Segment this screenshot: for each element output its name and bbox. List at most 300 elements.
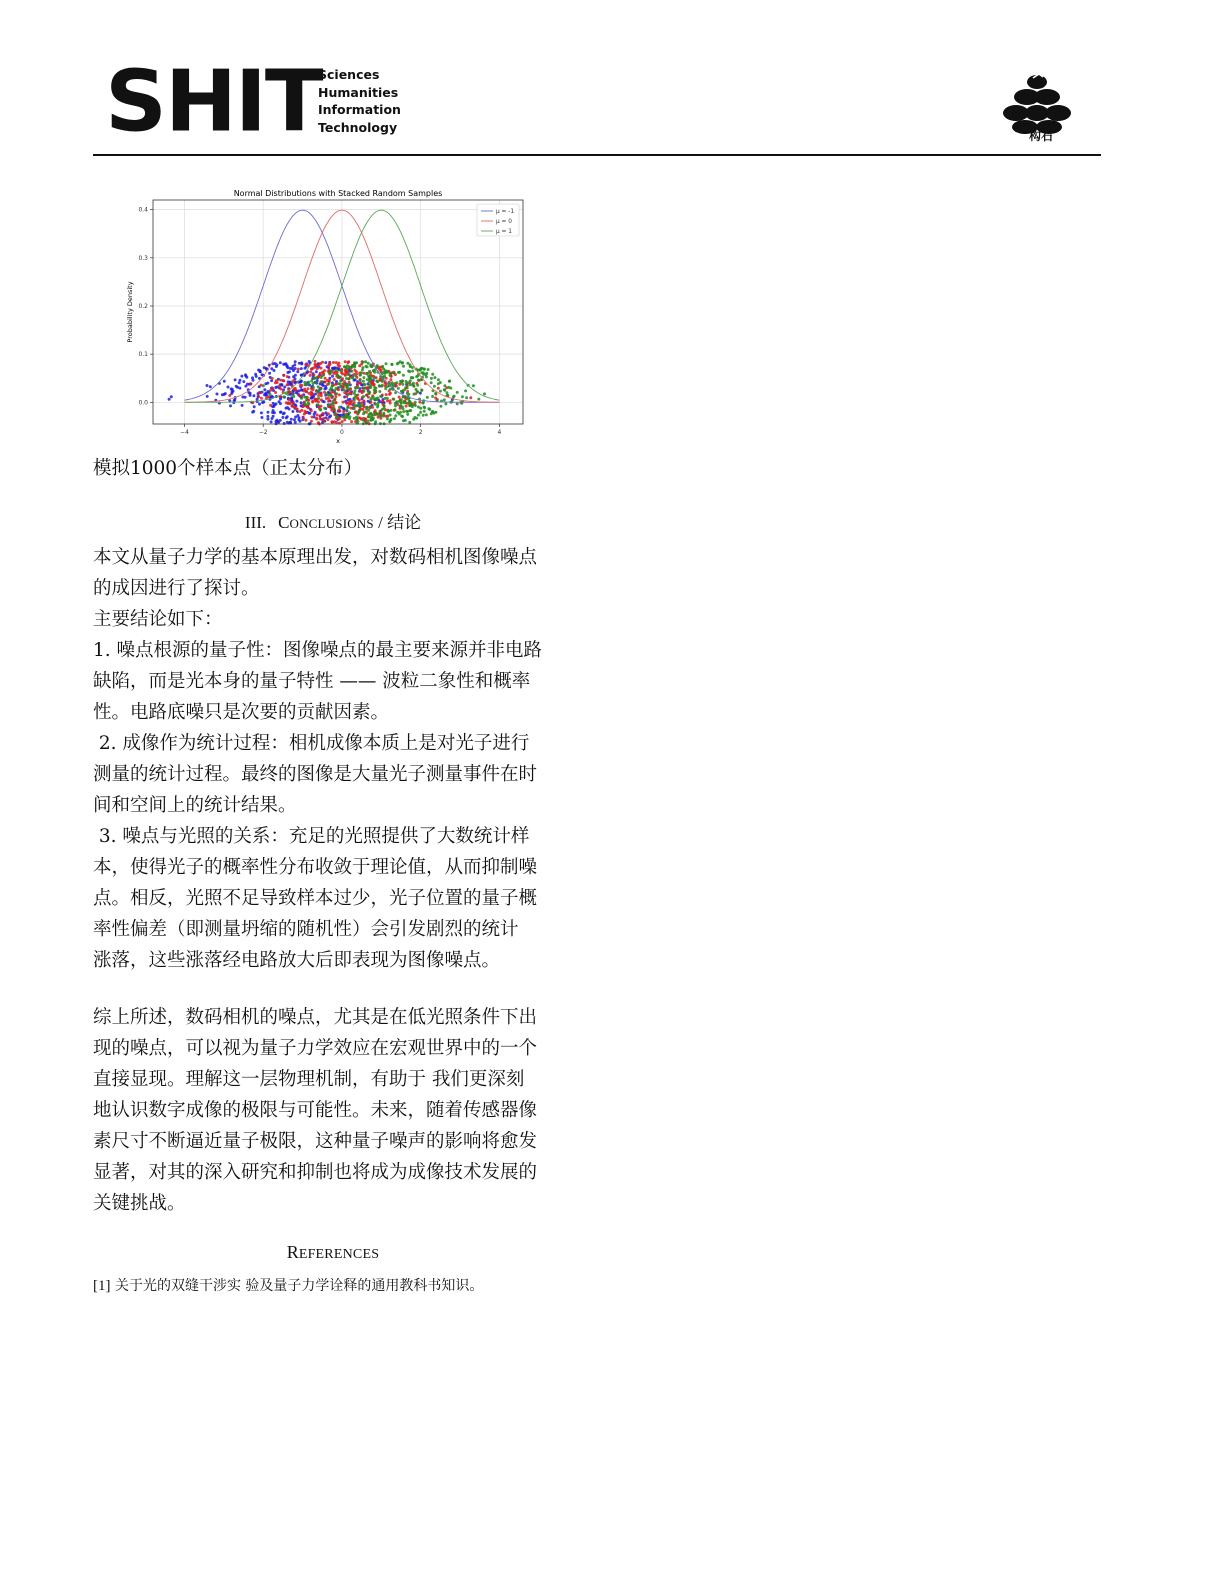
scatter-point — [286, 366, 289, 369]
logo-line-technology: Technology — [318, 119, 398, 135]
scatter-point — [376, 397, 379, 400]
scatter-point — [363, 387, 366, 390]
scatter-point — [362, 412, 365, 415]
scatter-point — [343, 380, 346, 383]
scatter-point — [294, 421, 297, 424]
scatter-point — [374, 403, 377, 406]
scatter-point — [422, 414, 425, 417]
scatter-point — [363, 372, 366, 375]
scatter-point — [323, 407, 326, 410]
scatter-point — [292, 395, 295, 398]
scatter-point — [303, 410, 306, 413]
scatter-point — [345, 377, 348, 380]
scatter-point — [271, 377, 274, 380]
scatter-point — [325, 392, 328, 395]
scatter-point — [318, 363, 321, 366]
scatter-point — [378, 415, 381, 418]
scatter-point — [354, 374, 357, 377]
scatter-point — [231, 390, 234, 393]
scatter-point — [327, 418, 330, 421]
scatter-point — [238, 381, 241, 384]
scatter-point — [289, 421, 292, 424]
scatter-point — [343, 418, 346, 421]
scatter-point — [341, 420, 344, 423]
logo-line-sciences: Sciences — [318, 67, 380, 82]
chart-legend — [477, 204, 519, 236]
scatter-point — [322, 374, 325, 377]
scatter-point — [330, 386, 333, 389]
scatter-point — [353, 396, 356, 399]
scatter-point — [359, 382, 362, 385]
scatter-point — [304, 363, 307, 366]
scatter-point — [371, 381, 374, 384]
scatter-point — [350, 420, 353, 423]
scatter-point — [385, 362, 388, 365]
scatter-point — [341, 415, 344, 418]
page-header — [93, 53, 1101, 156]
scatter-point — [254, 373, 257, 376]
scatter-point — [310, 420, 313, 423]
scatter-point — [310, 409, 313, 412]
scatter-point — [234, 378, 237, 381]
scatter-point — [345, 386, 348, 389]
scatter-point — [335, 369, 338, 372]
scatter-point — [382, 412, 385, 415]
scatter-point — [230, 388, 233, 391]
scatter-point — [323, 417, 326, 420]
scatter-point — [411, 376, 414, 379]
scatter-point — [320, 367, 323, 370]
scatter-point — [270, 420, 273, 423]
scatter-point — [347, 383, 350, 386]
scatter-point — [290, 418, 293, 421]
scatter-point — [358, 399, 361, 402]
scatter-point — [266, 418, 269, 421]
scatter-point — [286, 421, 289, 424]
scatter-point — [307, 402, 310, 405]
scatter-point — [397, 387, 400, 390]
scatter-point — [335, 392, 338, 395]
scatter-point — [389, 414, 392, 417]
paragraph-2-line: 显著，对其的深入研究和抑制也将成为成像技术发展的 — [93, 1162, 538, 1183]
scatter-point — [298, 416, 301, 419]
scatter-point — [361, 408, 364, 411]
scatter-point — [379, 395, 382, 398]
scatter-point — [252, 410, 255, 413]
scatter-point — [336, 415, 339, 418]
scatter-point — [279, 402, 282, 405]
scatter-point — [433, 376, 436, 379]
scatter-point — [312, 382, 315, 385]
scatter-point — [260, 397, 263, 400]
scatter-point — [304, 402, 307, 405]
scatter-point — [282, 374, 285, 377]
scatter-point — [288, 408, 291, 411]
scatter-point — [434, 392, 437, 395]
paragraph-2-line: 地认识数字成像的极限与可能性。未来，随着传感器像 — [93, 1100, 538, 1121]
scatter-point — [394, 408, 397, 411]
scatter-point — [339, 382, 342, 385]
scatter-point — [333, 412, 336, 415]
scatter-point — [358, 409, 361, 412]
section-number: III. — [244, 513, 267, 532]
scatter-point — [412, 393, 415, 396]
scatter-point — [260, 416, 263, 419]
section-title-rest: ONCLUSIONS — [289, 516, 374, 531]
scatter-point — [309, 371, 312, 374]
scatter-point — [272, 415, 275, 418]
scatter-point — [408, 421, 411, 424]
scatter-point — [353, 392, 356, 395]
scatter-point — [349, 407, 352, 410]
scatter-point — [393, 372, 396, 375]
scatter-point — [367, 409, 370, 412]
scatter-point — [421, 402, 424, 405]
scatter-point — [240, 375, 243, 378]
scatter-point — [366, 378, 369, 381]
scatter-point — [312, 386, 315, 389]
scatter-point — [306, 383, 309, 386]
scatter-point — [332, 361, 335, 364]
scatter-point — [365, 365, 368, 368]
scatter-point — [376, 380, 379, 383]
scatter-point — [427, 368, 430, 371]
scatter-point — [346, 414, 349, 417]
scatter-point — [257, 395, 260, 398]
scatter-point — [221, 393, 224, 396]
scatter-point — [216, 393, 219, 396]
scatter-point — [311, 416, 314, 419]
scatter-point — [439, 390, 442, 393]
scatter-point — [267, 395, 270, 398]
y-tick-label: 0.4 — [138, 206, 148, 214]
scatter-point — [317, 403, 320, 406]
scatter-point — [333, 389, 336, 392]
scatter-point — [282, 363, 285, 366]
scatter-point — [371, 418, 374, 421]
scatter-point — [258, 403, 261, 406]
scatter-point — [386, 399, 389, 402]
scatter-point — [350, 366, 353, 369]
scatter-point — [310, 393, 313, 396]
references-title-rest: EFERENCES — [298, 1247, 380, 1262]
scatter-point — [374, 420, 377, 423]
scatter-point — [337, 362, 340, 365]
scatter-point — [285, 401, 288, 404]
paragraph-2-line: 关键挑战。 — [93, 1193, 186, 1214]
scatter-point — [400, 402, 403, 405]
scatter-point — [331, 375, 334, 378]
scatter-point — [385, 393, 388, 396]
x-tick-label: −2 — [258, 429, 268, 436]
scatter-point — [344, 373, 347, 376]
scatter-point — [356, 386, 359, 389]
paragraph-1-line: 本文从量子力学的基本原理出发，对数码相机图像噪点 — [93, 547, 538, 568]
reference-text: 关于光的双缝干涉实 验及量子力学诠释的通用教科书知识。 — [110, 1278, 484, 1294]
scatter-point — [431, 373, 434, 376]
scatter-point — [327, 400, 330, 403]
scatter-point — [402, 410, 405, 413]
scatter-point — [378, 384, 381, 387]
scatter-point — [305, 390, 308, 393]
scatter-point — [347, 373, 350, 376]
scatter-point — [317, 385, 320, 388]
scatter-point — [381, 400, 384, 403]
scatter-point — [394, 414, 397, 417]
scatter-point — [233, 398, 236, 401]
scatter-point — [294, 374, 297, 377]
scatter-point — [389, 409, 392, 412]
scatter-point — [443, 384, 446, 387]
scatter-point — [401, 380, 404, 383]
scatter-point — [339, 385, 342, 388]
scatter-point — [359, 374, 362, 377]
scatter-point — [348, 365, 351, 368]
scatter-point — [369, 398, 372, 401]
scatter-point — [408, 383, 411, 386]
scatter-point — [335, 421, 338, 424]
scatter-point — [368, 370, 371, 373]
scatter-point — [399, 405, 402, 408]
scatter-point — [415, 375, 418, 378]
scatter-point — [362, 376, 365, 379]
scatter-point — [282, 388, 285, 391]
scatter-point — [417, 414, 420, 417]
scatter-point — [416, 384, 419, 387]
scatter-point — [244, 396, 247, 399]
scatter-point — [300, 361, 303, 364]
scatter-point — [309, 374, 312, 377]
scatter-point — [300, 409, 303, 412]
scatter-point — [362, 419, 365, 422]
scatter-point — [381, 372, 384, 375]
scatter-point — [288, 370, 291, 373]
scatter-point — [294, 387, 297, 390]
scatter-point — [272, 402, 275, 405]
scatter-point — [295, 400, 298, 403]
scatter-point — [317, 394, 320, 397]
scatter-point — [409, 379, 412, 382]
scatter-point — [319, 414, 322, 417]
scatter-point — [383, 405, 386, 408]
scatter-point — [373, 376, 376, 379]
scatter-point — [406, 410, 409, 413]
scatter-point — [419, 392, 422, 395]
scatter-point — [268, 393, 271, 396]
scatter-point — [320, 398, 323, 401]
scatter-point — [263, 366, 266, 369]
scatter-point — [437, 378, 440, 381]
scatter-point — [279, 419, 282, 422]
scatter-point — [266, 382, 269, 385]
scatter-point — [423, 410, 426, 413]
scatter-point — [412, 418, 415, 421]
scatter-point — [262, 384, 265, 387]
scatter-point — [310, 367, 313, 370]
scatter-point — [299, 384, 302, 387]
legend-label: μ = -1 — [496, 209, 515, 215]
scatter-point — [420, 371, 423, 374]
scatter-point — [342, 410, 345, 413]
scatter-point — [303, 390, 306, 393]
scatter-point — [297, 368, 300, 371]
paragraph-1-line: 的成因进行了探讨。 — [93, 578, 260, 599]
scatter-point — [359, 403, 362, 406]
scatter-point — [362, 395, 365, 398]
scatter-point — [350, 370, 353, 373]
scatter-point — [168, 398, 171, 401]
paragraph-1-line: 2. 成像作为统计过程：相机成像本质上是对光子进行 — [93, 733, 530, 754]
scatter-point — [372, 395, 375, 398]
scatter-point — [273, 369, 276, 372]
scatter-point — [293, 406, 296, 409]
scatter-point — [322, 420, 325, 423]
scatter-point — [402, 407, 405, 410]
scatter-point — [399, 411, 402, 414]
scatter-point — [376, 406, 379, 409]
scatter-point — [353, 361, 356, 364]
scatter-point — [384, 387, 387, 390]
scatter-point — [303, 381, 306, 384]
header-rule — [93, 154, 1101, 156]
scatter-point — [353, 401, 356, 404]
scatter-point — [324, 381, 327, 384]
scatter-point — [409, 409, 412, 412]
scatter-point — [386, 371, 389, 374]
chart-title: Normal Distributions with Stacked Random Samples — [233, 189, 443, 198]
scatter-point — [381, 365, 384, 368]
scatter-point — [443, 398, 446, 401]
scatter-point — [327, 412, 330, 415]
scatter-point — [285, 416, 288, 419]
scatter-point — [302, 417, 305, 420]
scatter-point — [262, 401, 265, 404]
section-heading-conclusions — [93, 508, 573, 533]
chart-xlabel: x — [336, 437, 340, 445]
scatter-point — [300, 401, 303, 404]
scatter-point — [448, 380, 451, 383]
section-title-initial: C — [278, 513, 290, 532]
paragraph-1-line: 性。电路底噪只是次要的贡献因素。 — [93, 702, 390, 723]
scatter-point — [389, 419, 392, 422]
scatter-point — [252, 394, 255, 397]
scatter-point — [406, 413, 409, 416]
scatter-point — [401, 415, 404, 418]
scatter-point — [286, 375, 289, 378]
scatter-point — [434, 411, 437, 414]
scatter-point — [296, 408, 299, 411]
scatter-point — [283, 422, 286, 425]
scatter-point — [312, 373, 315, 376]
scatter-point — [328, 364, 331, 367]
paragraph-1-line: 间和空间上的统计结果。 — [93, 795, 297, 816]
scatter-point — [333, 378, 336, 381]
scatter-point — [402, 374, 405, 377]
scatter-point — [369, 405, 372, 408]
scatter-point — [282, 379, 285, 382]
scatter-point — [354, 378, 357, 381]
scatter-point — [456, 391, 459, 394]
scatter-point — [393, 417, 396, 420]
scatter-point — [321, 412, 324, 415]
scatter-point — [395, 384, 398, 387]
scatter-point — [300, 367, 303, 370]
scatter-point — [356, 382, 359, 385]
scatter-point — [333, 398, 336, 401]
scatter-point — [378, 390, 381, 393]
scatter-point — [409, 404, 412, 407]
scatter-point — [252, 379, 255, 382]
scatter-point — [374, 411, 377, 414]
section-heading-references — [93, 1242, 573, 1263]
y-tick-label: 0.0 — [138, 399, 148, 407]
scatter-point — [294, 360, 297, 363]
scatter-point — [370, 415, 373, 418]
scatter-point — [342, 388, 345, 391]
scatter-point — [417, 379, 420, 382]
scatter-point — [388, 393, 391, 396]
scatter-point — [317, 397, 320, 400]
scatter-point — [272, 409, 275, 412]
scatter-point — [412, 385, 415, 388]
scatter-point — [224, 392, 227, 395]
scatter-point — [327, 382, 330, 385]
scatter-point — [427, 407, 430, 410]
scatter-point — [433, 385, 436, 388]
scatter-point — [327, 397, 330, 400]
reference-item — [93, 1276, 483, 1296]
scatter-point — [259, 391, 262, 394]
scatter-point — [316, 367, 319, 370]
scatter-point — [419, 368, 422, 371]
scatter-point — [274, 381, 277, 384]
scatter-point — [282, 395, 285, 398]
scatter-point — [348, 415, 351, 418]
scatter-point — [400, 398, 403, 401]
scatter-point — [369, 365, 372, 368]
paragraph-1-line: 主要结论如下： — [93, 609, 223, 630]
scatter-point — [423, 368, 426, 371]
scatter-point — [381, 384, 384, 387]
scatter-point — [235, 385, 238, 388]
scatter-point — [244, 385, 247, 388]
scatter-point — [249, 392, 252, 395]
scatter-point — [423, 406, 426, 409]
paragraph-1-line: 1. 噪点根源的量子性：图像噪点的最主要来源并非电路 — [93, 640, 543, 661]
paragraph-2-line: 素尺寸不断逼近量子极限，这种量子噪声的影响将愈发 — [93, 1131, 538, 1152]
scatter-point — [289, 402, 292, 405]
scatter-point — [357, 420, 360, 423]
scatter-point — [308, 412, 311, 415]
scatter-point — [355, 416, 358, 419]
paragraph-1-line: 测量的统计过程。最终的图像是大量光子测量事件在时 — [93, 764, 538, 785]
scatter-point — [315, 417, 318, 420]
scatter-point — [346, 370, 349, 373]
scatter-point — [398, 371, 401, 374]
scatter-point — [292, 401, 295, 404]
scatter-point — [353, 404, 356, 407]
scatter-point — [477, 398, 480, 401]
scatter-point — [281, 416, 284, 419]
x-tick-label: 0 — [340, 429, 344, 436]
scatter-point — [268, 372, 271, 375]
scatter-point — [314, 363, 317, 366]
scatter-point — [416, 391, 419, 394]
scatter-point — [269, 404, 272, 407]
scatter-point — [418, 401, 421, 404]
logo-subtitle — [318, 66, 401, 136]
scatter-point — [398, 396, 401, 399]
